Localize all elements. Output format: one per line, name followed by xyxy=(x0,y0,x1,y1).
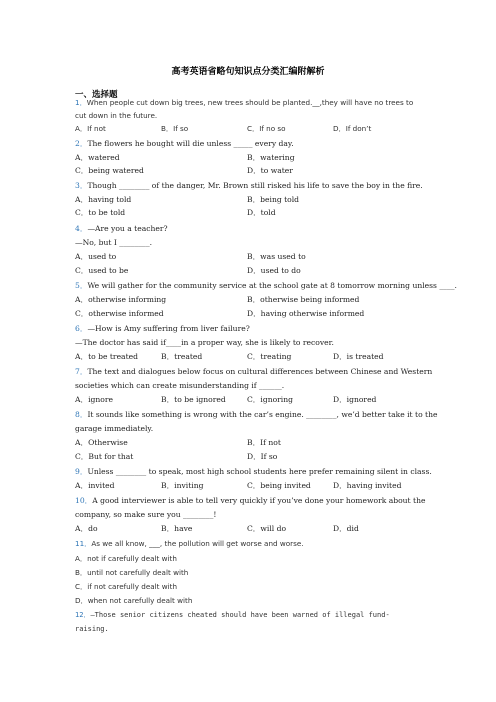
question-10-stem-cont: company, so make sure you ________! xyxy=(75,510,217,519)
option-b[interactable]: B．treated xyxy=(161,352,203,361)
question-text: A good interviewer is able to tell very quickly if you’ve done your homework about the xyxy=(92,496,426,505)
question-number: 7． xyxy=(75,367,88,376)
question-4-options-row-1 xyxy=(75,251,435,263)
question-3-options-row-2 xyxy=(75,207,435,219)
question-number: 1． xyxy=(75,98,87,107)
question-7-stem xyxy=(75,366,432,378)
option-b[interactable]: B．have xyxy=(161,524,193,533)
question-number: 8． xyxy=(75,410,88,419)
question-2-stem xyxy=(75,138,294,150)
question-text: The text and dialogues below focus on cultural differences between Chinese and Western xyxy=(87,367,433,376)
question-number: 2． xyxy=(75,139,88,148)
option-d[interactable]: D．when not carefully dealt with xyxy=(75,596,193,605)
option-b[interactable]: B．If not xyxy=(247,438,281,447)
option-c[interactable]: C．being watered xyxy=(75,166,144,175)
question-number: 11． xyxy=(75,539,92,548)
option-c[interactable]: C．if not carefully dealt with xyxy=(75,582,178,591)
option-d[interactable]: D．told xyxy=(247,208,276,217)
option-a[interactable]: A．used to xyxy=(75,252,117,261)
question-1-stem xyxy=(75,97,413,109)
question-2-options-row-1 xyxy=(75,152,435,164)
option-b[interactable]: B．inviting xyxy=(161,481,204,490)
option-a[interactable]: A．not if carefully dealt with xyxy=(75,554,177,563)
question-3-stem xyxy=(75,180,423,192)
question-8-options-row-2 xyxy=(75,451,435,463)
option-c[interactable]: C．being invited xyxy=(247,481,311,490)
question-text: —Are you a teacher? xyxy=(87,224,168,233)
question-number: 5． xyxy=(75,281,88,290)
question-6-stem xyxy=(75,323,250,335)
question-text: The flowers he bought will die unless _____ every day. xyxy=(87,139,294,148)
option-c[interactable]: C．But for that xyxy=(75,452,134,461)
question-1-options xyxy=(75,123,435,135)
question-3-options-row-1 xyxy=(75,194,435,206)
question-number: 4． xyxy=(75,224,88,233)
section-heading: 一、选择题 xyxy=(75,90,118,100)
option-d[interactable]: D．to water xyxy=(247,166,293,175)
question-text: We will gather for the community service at the school gate at 8 tomorrow morning unless ____. xyxy=(87,281,457,290)
option-d[interactable]: D．having otherwise informed xyxy=(247,309,365,318)
option-d[interactable]: D．is treated xyxy=(333,352,384,361)
option-d[interactable]: D．ignored xyxy=(333,395,377,404)
question-8-options-row-1 xyxy=(75,437,435,449)
option-a[interactable]: A．to be treated xyxy=(75,352,138,361)
option-a[interactable]: A．having told xyxy=(75,195,132,204)
question-text: As we all know, ___, the pollution will get worse and worse. xyxy=(91,539,304,548)
question-6-options xyxy=(75,351,435,363)
question-number: 6． xyxy=(75,324,88,333)
option-c[interactable]: C．to be told xyxy=(75,208,126,217)
question-8-stem-cont: garage immediately. xyxy=(75,424,154,433)
option-a[interactable]: A．If not xyxy=(75,124,106,133)
option-b[interactable]: B．If so xyxy=(161,124,189,133)
question-5-stem xyxy=(75,280,457,292)
question-10-options xyxy=(75,523,435,535)
option-c[interactable]: C．otherwise informed xyxy=(75,309,164,318)
option-b[interactable]: B．until not carefully dealt with xyxy=(75,568,189,577)
question-text: Unless ________ to speak, most high school students here prefer remaining silent in class. xyxy=(87,467,432,476)
question-4-options-row-2 xyxy=(75,265,435,277)
question-12-stem-cont: raising. xyxy=(75,625,109,633)
question-1-stem-cont: cut down in the future. xyxy=(75,111,158,120)
question-text: It sounds like something is wrong with the car’s engine. ________, we’d better take it to the xyxy=(87,410,438,419)
option-c[interactable]: C．used to be xyxy=(75,266,129,275)
option-a[interactable]: A．otherwise informing xyxy=(75,295,167,304)
question-8-stem xyxy=(75,409,438,421)
question-number: 3． xyxy=(75,181,88,190)
question-5-options-row-1 xyxy=(75,294,435,306)
option-a[interactable]: A．ignore xyxy=(75,395,113,404)
question-7-stem-cont: societies which can create misunderstanding if ______. xyxy=(75,381,285,390)
option-c[interactable]: C．will do xyxy=(247,524,287,533)
option-c[interactable]: C．If no so xyxy=(247,124,286,133)
question-text: Though ________ of the danger, Mr. Brown still risked his life to save the boy in the fire. xyxy=(87,181,423,190)
option-b[interactable]: B．otherwise being informed xyxy=(247,295,360,304)
question-text: —How is Amy suffering from liver failure? xyxy=(87,324,250,333)
question-4-stem-cont: —No, but I ________. xyxy=(75,238,153,247)
question-4-stem xyxy=(75,223,168,235)
question-number: 10． xyxy=(75,496,93,505)
option-a[interactable]: A．do xyxy=(75,524,98,533)
option-a[interactable]: A．watered xyxy=(75,153,120,162)
option-d[interactable]: D．If so xyxy=(247,452,278,461)
option-d[interactable]: D．used to do xyxy=(247,266,301,275)
option-b[interactable]: B．to be ignored xyxy=(161,395,226,404)
option-b[interactable]: B．being told xyxy=(247,195,300,204)
option-d[interactable]: D．did xyxy=(333,524,359,533)
question-9-stem xyxy=(75,466,432,478)
question-2-options-row-2 xyxy=(75,165,435,177)
question-11-stem xyxy=(75,538,304,550)
question-number: 12． xyxy=(75,611,91,619)
question-10-stem xyxy=(75,495,425,507)
question-5-options-row-2 xyxy=(75,308,435,320)
option-b[interactable]: B．watering xyxy=(247,153,295,162)
option-a[interactable]: A．Otherwise xyxy=(75,438,128,447)
option-d[interactable]: D．If don’t xyxy=(333,124,372,133)
question-6-stem-cont: —The doctor has said if____in a proper way, she is likely to recover. xyxy=(75,338,334,347)
option-b[interactable]: B．was used to xyxy=(247,252,306,261)
document-title: 高考英语省略句知识点分类汇编附解析 xyxy=(171,67,325,77)
option-a[interactable]: A．invited xyxy=(75,481,115,490)
option-c[interactable]: C．ignoring xyxy=(247,395,293,404)
question-number: 9． xyxy=(75,467,88,476)
question-9-options xyxy=(75,480,435,492)
question-text: —Those senior citizens cheated should have been warned of illegal fund- xyxy=(90,611,390,619)
question-7-options xyxy=(75,394,435,406)
question-12-stem xyxy=(75,609,390,621)
question-text: When people cut down big trees, new trees should be planted.__,they will have no trees to xyxy=(86,98,414,107)
option-d[interactable]: D．having invited xyxy=(333,481,402,490)
option-c[interactable]: C．treating xyxy=(247,352,292,361)
